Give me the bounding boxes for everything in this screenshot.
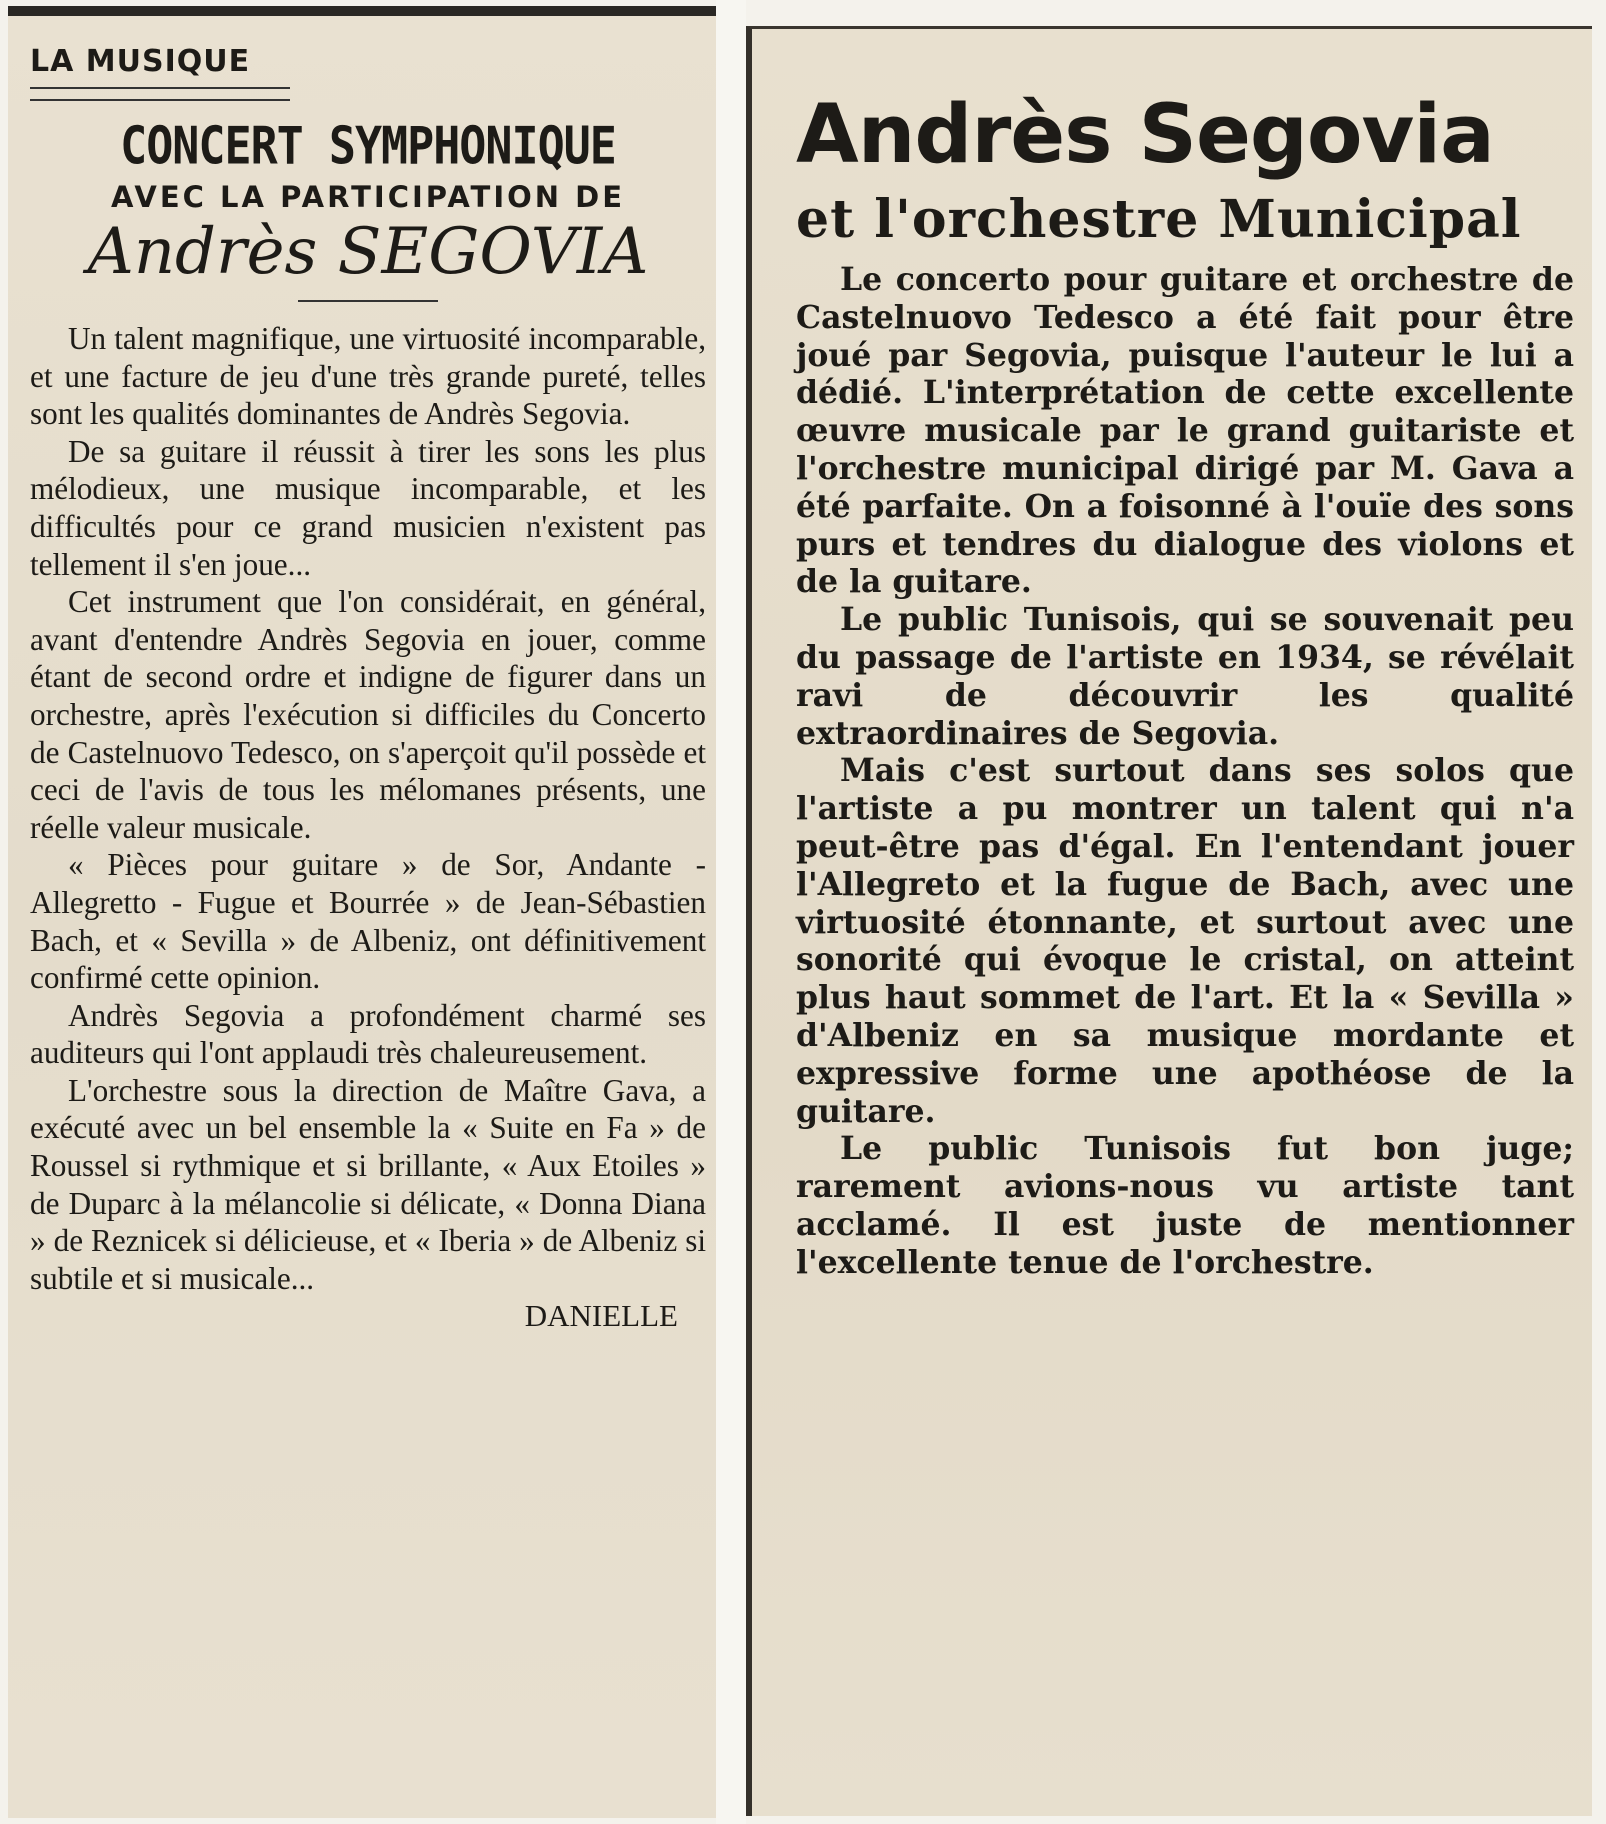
clipping-gap [716, 0, 746, 1824]
left-paragraph: L'orchestre sous la direction de Maître Gava, a exécuté avec un bel ensemble la « Suite en Fa » de Roussel si rythmique et si brillante, « Aux Etoiles » de Duparc à la mélancolie si délicate, « Donna Diana » de Reznicek si délicieuse, et « Iberia » de Albeniz si subtile et si musicale... [30, 1072, 706, 1296]
right-headline: Andrès Segovia [796, 88, 1494, 182]
left-paragraph: Andrès Segovia a profondément charmé ses auditeurs qui l'ont applaudi très chaleureusement. [30, 997, 706, 1071]
right-subtitle: et l'orchestre Municipal [796, 189, 1522, 250]
rubric-underline [30, 87, 290, 101]
left-paragraph: « Pièces pour guitare » de Sor, Andante - Allegretto - Fugue et Bourrée » de Jean-Sébastien Bach, et « Sevilla » de Albeniz, ont définitivement confirmé cette opinion. [30, 847, 706, 996]
left-kicker: AVEC LA PARTICIPATION DE [110, 180, 626, 214]
section-rubric: LA MUSIQUE [30, 44, 251, 79]
right-paragraph: Mais c'est surtout dans ses solos que l'artiste a pu montrer un talent qui n'a peut-être pas d'égal. En l'entendant jouer l'Allegreto et la fugue de Bach, avec une virtuosité étonnante, et surtout avec une sonorité qui évoque le cristal, on atteint plus haut sommet de l'art. Et la « Sevilla » d'Albeniz en sa musique mordante et expressive forme une apothéose de la guitare. [796, 752, 1574, 1130]
right-paragraph: Le concerto pour guitare et orchestre de Castelnuovo Tedesco a été fait pour être joué par Segovia, puisque l'auteur le lui a dédié. L'interprétation de cette excellente œuvre musicale par le grand guitariste et l'orchestre municipal dirigé par M. Gava a été parfaite. On a foisonné à l'ouïe des sons purs et tendres du dialogue des violons et de la guitare. [796, 261, 1574, 601]
author-signature: DANIELLE [524, 1298, 678, 1334]
left-article-body [30, 320, 706, 1297]
right-paragraph: Le public Tunisois, qui se souvenait peu du passage de l'artiste en 1934, se révélait ravi de découvrir les qualité extraordinaires de Segovia. [796, 601, 1574, 752]
left-paragraph: De sa guitare il réussit à tirer les sons les plus mélodieux, une musique incomparable, et les difficultés pour ce grand musicien n'existent pas tellement il s'en joue... [30, 433, 706, 582]
right-newspaper-clipping [746, 26, 1592, 1816]
left-name-title: Andrès SEGOVIA [87, 215, 649, 289]
right-article-body [796, 261, 1574, 1282]
left-newspaper-clipping [8, 6, 716, 1818]
title-rule [298, 300, 438, 302]
left-paragraph: Un talent magnifique, une virtuosité incomparable, et une facture de jeu d'une très grande pureté, telles sont les qualités dominantes de Andrès Segovia. [30, 321, 706, 432]
left-headline: CONCERT SYMPHONIQUE [120, 115, 616, 176]
signature-line [30, 1297, 706, 1334]
left-paragraph: Cet instrument que l'on considérait, en général, avant d'entendre Andrès Segovia en jouer, comme étant de second ordre et indigne de figurer dans un orchestre, après l'exécution si difficiles du Concerto de Castelnuovo Tedesco, on s'aperçoit qu'il possède et ceci de l'avis de tous les mélomanes présents, une réelle valeur musicale. [30, 584, 706, 845]
right-paragraph: Le public Tunisois fut bon juge; rarement avions-nous vu artiste tant acclamé. Il est juste de mentionner l'excellente tenue de l'orchestre. [796, 1130, 1574, 1281]
